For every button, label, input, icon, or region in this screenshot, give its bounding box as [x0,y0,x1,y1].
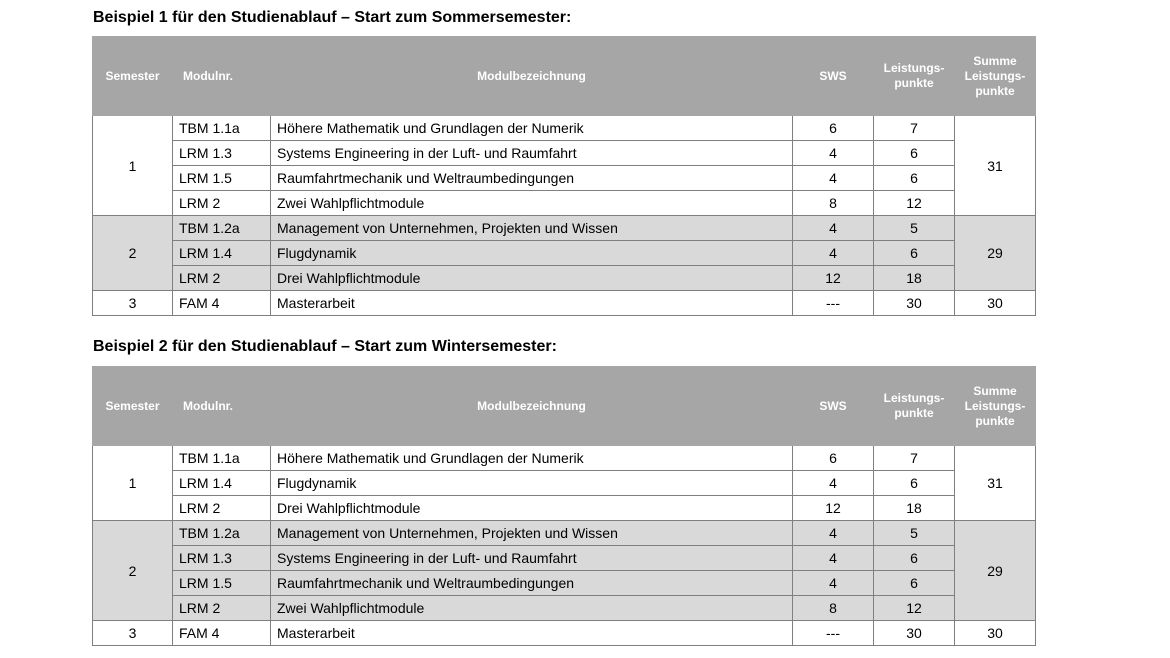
leistungspunkte-cell: 18 [874,266,955,291]
table-row [93,546,1036,571]
header-modulbezeichnung: Modulbezeichnung [271,37,793,116]
sws-cell: 4 [793,141,874,166]
semester-cell: 1 [93,116,173,216]
modulnr-cell: FAM 4 [173,621,271,646]
table-row [93,141,1036,166]
table-header-row [93,37,1036,116]
summe-cell: 29 [955,521,1036,621]
summe-cell: 30 [955,621,1036,646]
leistungspunkte-cell: 6 [874,546,955,571]
header-modulnr: Modulnr. [173,367,271,446]
modulnr-cell: TBM 1.2a [173,216,271,241]
modulnr-cell: LRM 1.5 [173,166,271,191]
modulbezeichnung-cell: Masterarbeit [271,621,793,646]
modulnr-cell: LRM 1.3 [173,141,271,166]
leistungspunkte-cell: 12 [874,191,955,216]
leistungspunkte-cell: 5 [874,216,955,241]
leistungspunkte-cell: 12 [874,596,955,621]
leistungspunkte-cell: 30 [874,621,955,646]
sws-cell: 4 [793,546,874,571]
semester-cell: 1 [93,446,173,521]
modulbezeichnung-cell: Höhere Mathematik und Grundlagen der Numerik [271,446,793,471]
sws-cell: 6 [793,116,874,141]
modulnr-cell: LRM 1.3 [173,546,271,571]
header-leistungspunkte: Leistungs- punkte [874,367,955,446]
table-row [93,266,1036,291]
modulnr-cell: LRM 2 [173,266,271,291]
table-row [93,496,1036,521]
header-modulbezeichnung: Modulbezeichnung [271,367,793,446]
modulbezeichnung-cell: Flugdynamik [271,241,793,266]
table-row [93,166,1036,191]
leistungspunkte-cell: 6 [874,571,955,596]
table-row [93,446,1036,471]
sws-cell: 4 [793,216,874,241]
study-plan-table-1 [92,36,1036,316]
table-header-row [93,367,1036,446]
modulbezeichnung-cell: Raumfahrtmechanik und Weltraumbedingungen [271,571,793,596]
modulnr-cell: LRM 1.4 [173,471,271,496]
summe-cell: 30 [955,291,1036,316]
semester-cell: 3 [93,291,173,316]
header-leistungspunkte: Leistungs- punkte [874,37,955,116]
modulbezeichnung-cell: Masterarbeit [271,291,793,316]
modulbezeichnung-cell: Drei Wahlpflichtmodule [271,266,793,291]
study-plan-table-2 [92,366,1036,646]
leistungspunkte-cell: 6 [874,141,955,166]
leistungspunkte-cell: 5 [874,521,955,546]
modulnr-cell: TBM 1.1a [173,446,271,471]
table-row [93,571,1036,596]
example-1-title: Beispiel 1 für den Studienablauf – Start zum Sommersemester: [93,9,572,26]
header-summe-leistungspunkte: Summe Leistungs- punkte [955,37,1036,116]
semester-cell: 3 [93,621,173,646]
modulnr-cell: LRM 2 [173,191,271,216]
sws-cell: --- [793,291,874,316]
modulnr-cell: LRM 2 [173,596,271,621]
header-semester: Semester [93,367,173,446]
table-row [93,471,1036,496]
table-row [93,216,1036,241]
sws-cell: 6 [793,446,874,471]
example-2-title: Beispiel 2 für den Studienablauf – Start zum Wintersemester: [93,338,557,355]
header-sws: SWS [793,367,874,446]
modulbezeichnung-cell: Höhere Mathematik und Grundlagen der Numerik [271,116,793,141]
sws-cell: 4 [793,166,874,191]
modulnr-cell: LRM 2 [173,496,271,521]
modulbezeichnung-cell: Zwei Wahlpflichtmodule [271,191,793,216]
sws-cell: 8 [793,596,874,621]
modulnr-cell: TBM 1.2a [173,521,271,546]
leistungspunkte-cell: 6 [874,471,955,496]
modulnr-cell: LRM 1.5 [173,571,271,596]
table-row [93,116,1036,141]
sws-cell: 12 [793,266,874,291]
leistungspunkte-cell: 6 [874,166,955,191]
modulbezeichnung-cell: Systems Engineering in der Luft- und Raumfahrt [271,141,793,166]
modulnr-cell: LRM 1.4 [173,241,271,266]
summe-cell: 29 [955,216,1036,291]
summe-cell: 31 [955,116,1036,216]
modulbezeichnung-cell: Zwei Wahlpflichtmodule [271,596,793,621]
modulnr-cell: FAM 4 [173,291,271,316]
sws-cell: 12 [793,496,874,521]
sws-cell: 4 [793,521,874,546]
table-row [93,241,1036,266]
modulnr-cell: TBM 1.1a [173,116,271,141]
header-semester: Semester [93,37,173,116]
table-row [93,291,1036,316]
semester-cell: 2 [93,521,173,621]
table-row [93,596,1036,621]
leistungspunkte-cell: 30 [874,291,955,316]
modulbezeichnung-cell: Flugdynamik [271,471,793,496]
leistungspunkte-cell: 18 [874,496,955,521]
table-row [93,191,1036,216]
modulbezeichnung-cell: Drei Wahlpflichtmodule [271,496,793,521]
sws-cell: 4 [793,471,874,496]
table-row [93,621,1036,646]
semester-cell: 2 [93,216,173,291]
sws-cell: 4 [793,571,874,596]
leistungspunkte-cell: 6 [874,241,955,266]
sws-cell: 8 [793,191,874,216]
modulbezeichnung-cell: Systems Engineering in der Luft- und Raumfahrt [271,546,793,571]
header-sws: SWS [793,37,874,116]
table-row [93,521,1036,546]
modulbezeichnung-cell: Raumfahrtmechanik und Weltraumbedingungen [271,166,793,191]
leistungspunkte-cell: 7 [874,116,955,141]
modulbezeichnung-cell: Management von Unternehmen, Projekten und Wissen [271,216,793,241]
header-summe-leistungspunkte: Summe Leistungs- punkte [955,367,1036,446]
modulbezeichnung-cell: Management von Unternehmen, Projekten und Wissen [271,521,793,546]
sws-cell: 4 [793,241,874,266]
header-modulnr: Modulnr. [173,37,271,116]
sws-cell: --- [793,621,874,646]
leistungspunkte-cell: 7 [874,446,955,471]
summe-cell: 31 [955,446,1036,521]
